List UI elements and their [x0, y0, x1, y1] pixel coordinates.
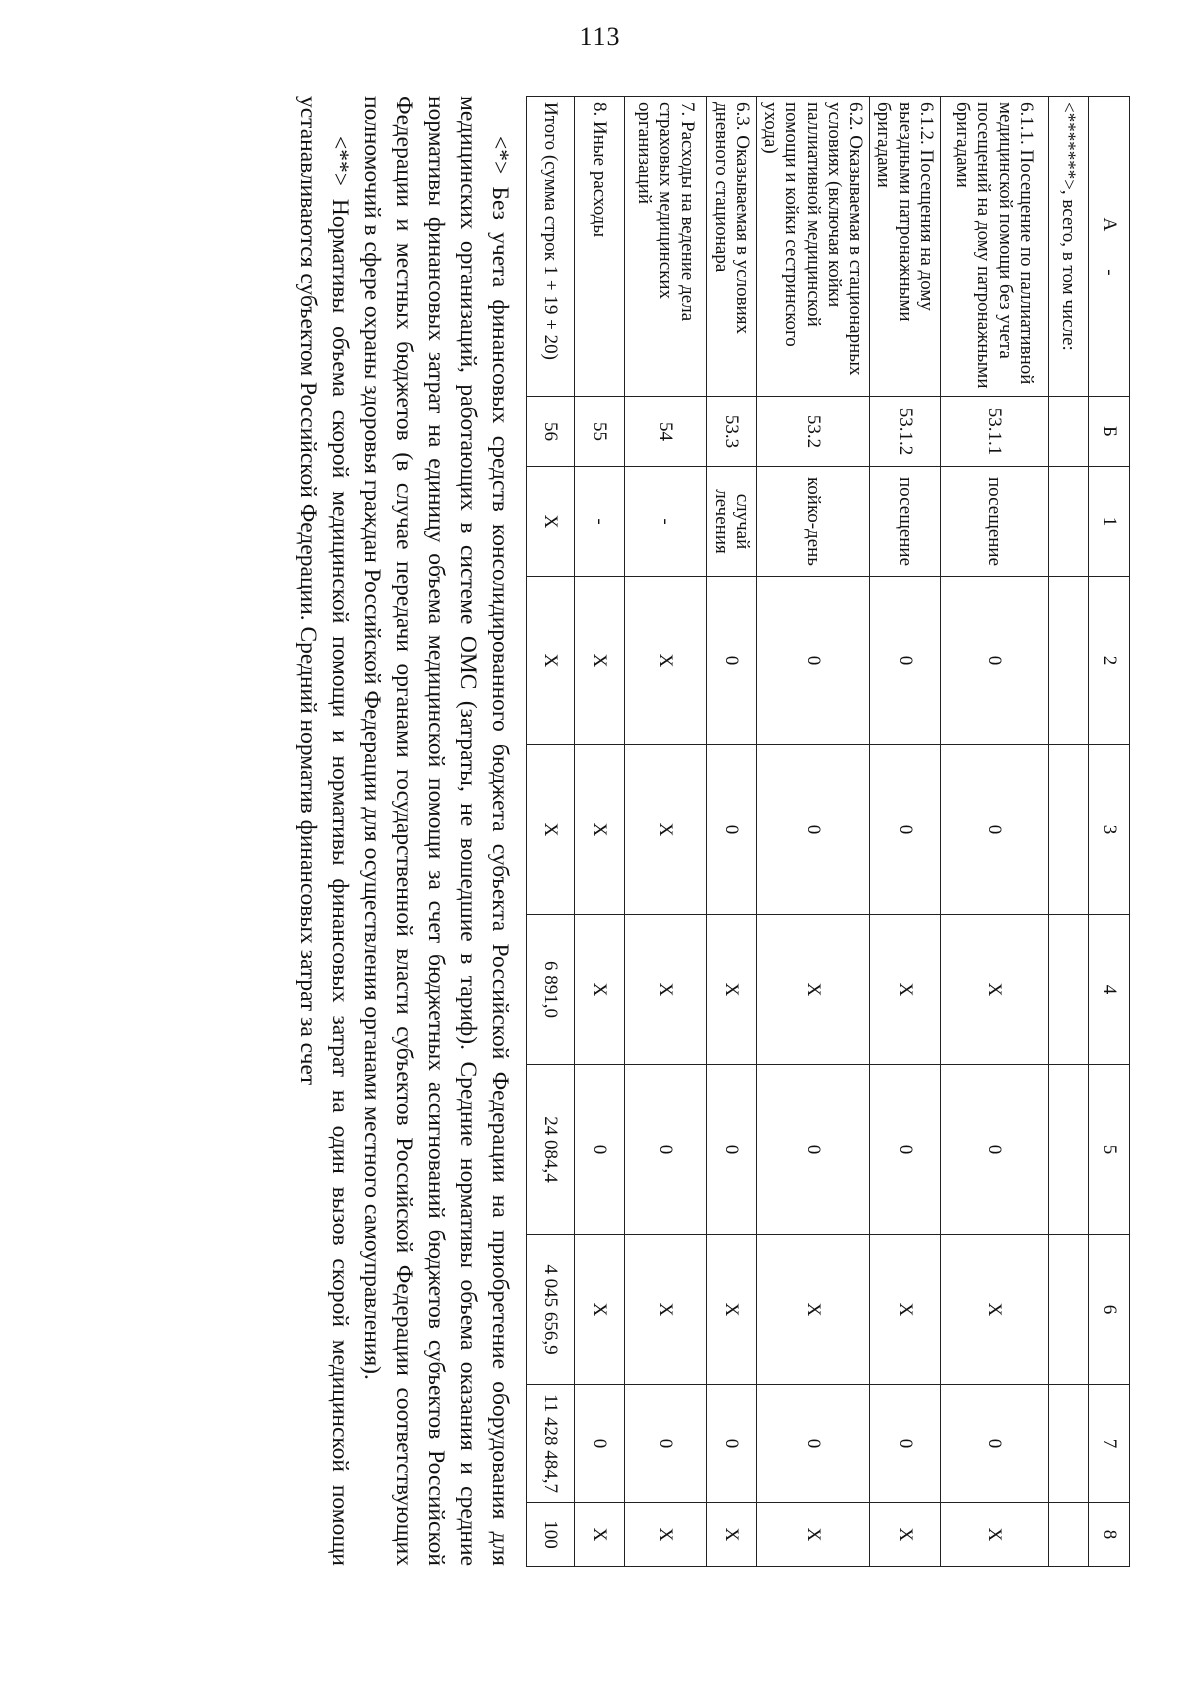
table-cell-b: 53.3 — [707, 397, 757, 467]
table-cell-c8: 100 — [527, 1503, 575, 1567]
table-cell-c8 — [1049, 1503, 1089, 1567]
header-a: А — [1098, 217, 1120, 232]
table-cell-c2: X — [527, 577, 575, 745]
table-cell-c2: X — [625, 577, 707, 745]
table-cell-c3: 0 — [707, 745, 757, 915]
table-cell-a: 6.2. Оказываемая в стационарных условиях (включая койки паллиативной медицинской помощи и койки сестринского ухода) — [756, 97, 869, 397]
header-dash: - — [1098, 269, 1120, 276]
table-cell-c6: X — [575, 1235, 625, 1385]
table-cell-a: Итого (сумма строк 1 + 19 + 20) — [527, 97, 575, 397]
table-cell-c8: X — [756, 1503, 869, 1567]
table-cell-b: 53.1.1 — [941, 397, 1049, 467]
table-cell-c7: 0 — [941, 1385, 1049, 1503]
table-cell-c8: X — [707, 1503, 757, 1567]
table-cell-c5: 0 — [707, 1065, 757, 1235]
footnote-2: <**> Нормативы объема скорой медицинской помощи и нормативы финансовых затрат на один вызов скорой медицинской помощи устанавливаются субъектом Российской Федерации. Средний норматив финансовых затрат за счет — [295, 96, 354, 1566]
table-cell-c2: 0 — [707, 577, 757, 745]
table-header-row — [1089, 97, 1130, 1567]
table-cell-c1: посещение — [870, 467, 941, 577]
table-cell-c5 — [1049, 1065, 1089, 1235]
table-cell-c5: 0 — [870, 1065, 941, 1235]
table-cell-c2: 0 — [941, 577, 1049, 745]
table-body — [527, 97, 1089, 1567]
table-cell-c4: X — [941, 915, 1049, 1065]
table-cell-c1: - — [625, 467, 707, 577]
table-cell-a: 6.1.1. Посещение по паллиативной медицинской помощи без учета посещений на дому патронажными бригадами — [941, 97, 1049, 397]
table-cell-c7: 11 428 484,7 — [527, 1385, 575, 1503]
table-cell-c4: X — [625, 915, 707, 1065]
table-cell-a: 7. Расходы на ведение дела страховых медицинских организаций — [625, 97, 707, 397]
header-cell-b: Б — [1089, 397, 1130, 467]
table-cell-c7: 0 — [625, 1385, 707, 1503]
table-cell-c5: 0 — [575, 1065, 625, 1235]
table-cell-c3: X — [625, 745, 707, 915]
table-cell-c2: 0 — [870, 577, 941, 745]
table-cell-c4: X — [575, 915, 625, 1065]
table-row — [575, 97, 625, 1567]
header-cell-5: 5 — [1089, 1065, 1130, 1235]
table-row — [707, 97, 757, 1567]
table-cell-c3: 0 — [941, 745, 1049, 915]
table-cell-b: 53.2 — [756, 397, 869, 467]
header-cell-7: 7 — [1089, 1385, 1130, 1503]
table-cell-c8: X — [625, 1503, 707, 1567]
header-cell-2: 2 — [1089, 577, 1130, 745]
table-cell-a: 8. Иные расходы — [575, 97, 625, 397]
table-cell-a: 6.1.2. Посещения на дому выездными патронажными бригадами — [870, 97, 941, 397]
table-cell-c4: X — [870, 915, 941, 1065]
table-row — [870, 97, 941, 1567]
header-cell-4: 4 — [1089, 915, 1130, 1065]
table-cell-c1: койко-день — [756, 467, 869, 577]
table-cell-c2: X — [575, 577, 625, 745]
table-cell-c4: 6 891,0 — [527, 915, 575, 1065]
header-cell-a — [1089, 97, 1130, 397]
table-cell-a: <*******>, всего, в том числе: — [1049, 97, 1089, 397]
table-cell-c6: 4 045 656,9 — [527, 1235, 575, 1385]
table-cell-c6 — [1049, 1235, 1089, 1385]
table-cell-a: 6.3. Оказываемая в условиях дневного стационара — [707, 97, 757, 397]
table-cell-c1: посещение — [941, 467, 1049, 577]
table-cell-c1 — [1049, 467, 1089, 577]
table-cell-c4 — [1049, 915, 1089, 1065]
table-cell-c6: X — [870, 1235, 941, 1385]
table-cell-c1: - — [575, 467, 625, 577]
table-cell-c3: 0 — [870, 745, 941, 915]
table-cell-c3: X — [575, 745, 625, 915]
table-cell-c6: X — [941, 1235, 1049, 1385]
table-row — [1049, 97, 1089, 1567]
header-cell-3: 3 — [1089, 745, 1130, 915]
table-cell-c2 — [1049, 577, 1089, 745]
table-cell-c8: X — [941, 1503, 1049, 1567]
table-cell-c4: X — [756, 915, 869, 1065]
table-cell-c5: 24 084,4 — [527, 1065, 575, 1235]
table-cell-c7: 0 — [707, 1385, 757, 1503]
table-cell-b: 54 — [625, 397, 707, 467]
table-row — [527, 97, 575, 1567]
header-cell-1: 1 — [1089, 467, 1130, 577]
table-cell-c3 — [1049, 745, 1089, 915]
table-cell-c6: X — [625, 1235, 707, 1385]
table-cell-c3: X — [527, 745, 575, 915]
table-cell-c6: X — [756, 1235, 869, 1385]
table-cell-c5: 0 — [941, 1065, 1049, 1235]
table-cell-b — [1049, 397, 1089, 467]
header-cell-8: 8 — [1089, 1503, 1130, 1567]
footnote-1: <*> Без учета финансовых средств консолидированного бюджета субъекта Российской Федерации на приобретение оборудования для медицинских организаций, работающих в системе ОМС (затраты, не вошедшие в тариф). Средние нормативы объема оказания и средние нормативы финансовых затрат на единицу объема медицинской помощи за счет бюджетных ассигнований бюджетов субъектов Российской Федерации и местных бюджетов (в случае передачи органами государственной власти субъектов Российской Федерации соответствующих полномочий в сфере охраны здоровья граждан Российской Федерации для осуществления органами местного самоуправления). — [359, 96, 514, 1566]
table-cell-c5: 0 — [625, 1065, 707, 1235]
table-cell-c1: X — [527, 467, 575, 577]
table-cell-c7: 0 — [756, 1385, 869, 1503]
table-cell-c8: X — [575, 1503, 625, 1567]
table-cell-c6: X — [707, 1235, 757, 1385]
table-cell-c2: 0 — [756, 577, 869, 745]
table-cell-b: 56 — [527, 397, 575, 467]
footnotes — [292, 96, 516, 1566]
table-cell-b: 53.1.2 — [870, 397, 941, 467]
rotated-page-content — [150, 96, 1130, 1566]
table-row — [941, 97, 1049, 1567]
table-cell-c4: X — [707, 915, 757, 1065]
table-cell-c7: 0 — [870, 1385, 941, 1503]
table-cell-c5: 0 — [756, 1065, 869, 1235]
table-cell-c3: 0 — [756, 745, 869, 915]
page-number: 113 — [579, 22, 621, 51]
data-table — [526, 96, 1130, 1567]
table-cell-c1: случай лечения — [707, 467, 757, 577]
table-row — [625, 97, 707, 1567]
table-cell-c8: X — [870, 1503, 941, 1567]
table-cell-b: 55 — [575, 397, 625, 467]
table-row — [756, 97, 869, 1567]
table-cell-c7 — [1049, 1385, 1089, 1503]
header-cell-6: 6 — [1089, 1235, 1130, 1385]
table-cell-c7: 0 — [575, 1385, 625, 1503]
